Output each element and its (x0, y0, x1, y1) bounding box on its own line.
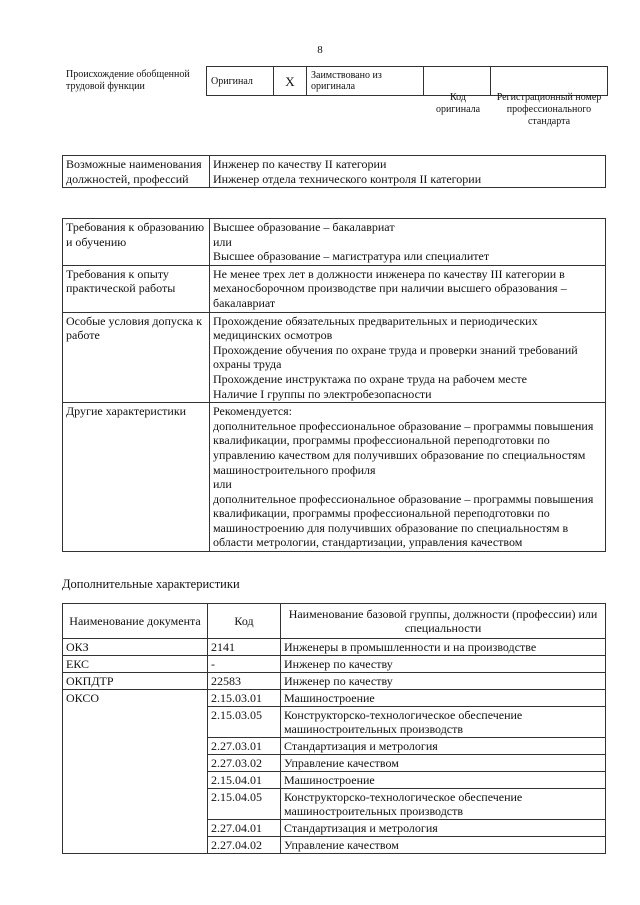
additional-title: Дополнительные характеристики (62, 577, 240, 591)
table-header-row (63, 604, 606, 639)
cell-name: Инженер по качеству (281, 656, 606, 673)
cell-document: ОКСО (63, 690, 208, 854)
requirement-value (210, 219, 606, 266)
cell-document: ОКПДТР (63, 673, 208, 690)
requirement-line: Высшее образование – бакалавриат (213, 220, 395, 234)
cell-code: 2141 (208, 639, 281, 656)
position-line: Инженер отдела технического контроля II категории (213, 171, 482, 186)
requirement-label: Требования к опыту практической работы (63, 265, 210, 312)
header-name: Наименование базовой группы, должности (профессии) или специальности (281, 604, 606, 639)
cell-document: ОКЗ (63, 639, 208, 656)
cell-name: Стандартизация и метрология (281, 820, 606, 837)
cell-name: Конструкторско-технологическое обеспечение машиностроительных производств (281, 707, 606, 738)
requirement-line: или (213, 234, 232, 249)
requirement-line: Высшее образование – магистратура или специалитет (213, 249, 490, 264)
requirement-line: Рекомендуется: (213, 404, 293, 419)
requirement-row (63, 403, 606, 552)
requirement-value (210, 312, 606, 403)
cell-code: - (208, 656, 281, 673)
requirement-line: Прохождение обязательных предварительных и периодических медицинских осмотров (213, 313, 538, 343)
cell-name: Инженер по качеству (281, 673, 606, 690)
requirement-line: Наличие I группы по электробезопасности (213, 386, 432, 401)
header-code: Код (208, 604, 281, 639)
cell-name: Конструкторско-технологическое обеспечение машиностроительных производств (281, 789, 606, 820)
requirement-row (63, 312, 606, 403)
requirement-line: или (213, 477, 232, 492)
requirement-value (210, 265, 606, 312)
position-line: Инженер по качеству II категории (213, 157, 387, 171)
requirement-row (63, 265, 606, 312)
requirement-line: дополнительное профессиональное образование – программы повышения квалификации, программы профессиональной переподготовки по управлению качеством для получивших образование по специальностям машиностроительного профиля (213, 418, 594, 477)
cell-code: 2.27.04.02 (208, 837, 281, 854)
table-row (63, 673, 606, 690)
requirement-value (210, 403, 606, 552)
origin-label: Происхождение обобщенной трудовой функции (66, 69, 190, 92)
additional-table (62, 603, 606, 854)
requirement-line: Прохождение обучения по охране труда и проверки знаний требований охраны труда (213, 342, 578, 372)
table-row (63, 690, 606, 707)
reg-number-label: Регистрационный номер профессионального стандарта (496, 92, 602, 127)
requirement-line: Прохождение инструктажа по охране труда на рабочем месте (213, 371, 527, 386)
table-row (63, 656, 606, 673)
cell-name: Управление качеством (281, 837, 606, 854)
cell-name: Управление качеством (281, 755, 606, 772)
code-original-label: Код оригинала (435, 92, 481, 115)
page-number: 8 (317, 44, 323, 56)
cell-document: ЕКС (63, 656, 208, 673)
origin-borrowed-cell: Заимствовано из оригинала (307, 67, 424, 96)
cell-name: Машиностроение (281, 690, 606, 707)
cell-code: 22583 (208, 673, 281, 690)
requirement-label: Другие характеристики (63, 403, 210, 552)
cell-code: 2.15.03.01 (208, 690, 281, 707)
positions-table (62, 155, 606, 188)
cell-name: Стандартизация и метрология (281, 738, 606, 755)
cell-code: 2.27.04.01 (208, 820, 281, 837)
table-row (63, 639, 606, 656)
origin-original-cell: Оригинал (207, 67, 274, 96)
requirement-line: Не менее трех лет в должности инженера по качеству III категории в механосборочном производстве при наличии высшего образования – бакалавриат (213, 266, 567, 310)
cell-name: Машиностроение (281, 772, 606, 789)
requirement-line: дополнительное профессиональное образование – программы повышения квалификации, программы профессиональной переподготовки по машиностроению для получивших образование по специальностям в области метрологии, стандартизации, управления качеством (213, 491, 594, 550)
cell-code: 2.15.04.01 (208, 772, 281, 789)
cell-name: Инженеры в промышленности и на производстве (281, 639, 606, 656)
positions-values (210, 156, 606, 188)
requirement-row (63, 219, 606, 266)
cell-code: 2.27.03.01 (208, 738, 281, 755)
cell-code: 2.15.04.05 (208, 789, 281, 820)
header-document: Наименование документа (63, 604, 208, 639)
requirements-table (62, 218, 606, 552)
requirement-label: Особые условия допуска к работе (63, 312, 210, 403)
positions-label: Возможные наименования должностей, профессий (63, 156, 210, 188)
origin-mark-cell: X (274, 67, 307, 96)
cell-code: 2.27.03.02 (208, 755, 281, 772)
requirement-label: Требования к образованию и обучению (63, 219, 210, 266)
cell-code: 2.15.03.05 (208, 707, 281, 738)
